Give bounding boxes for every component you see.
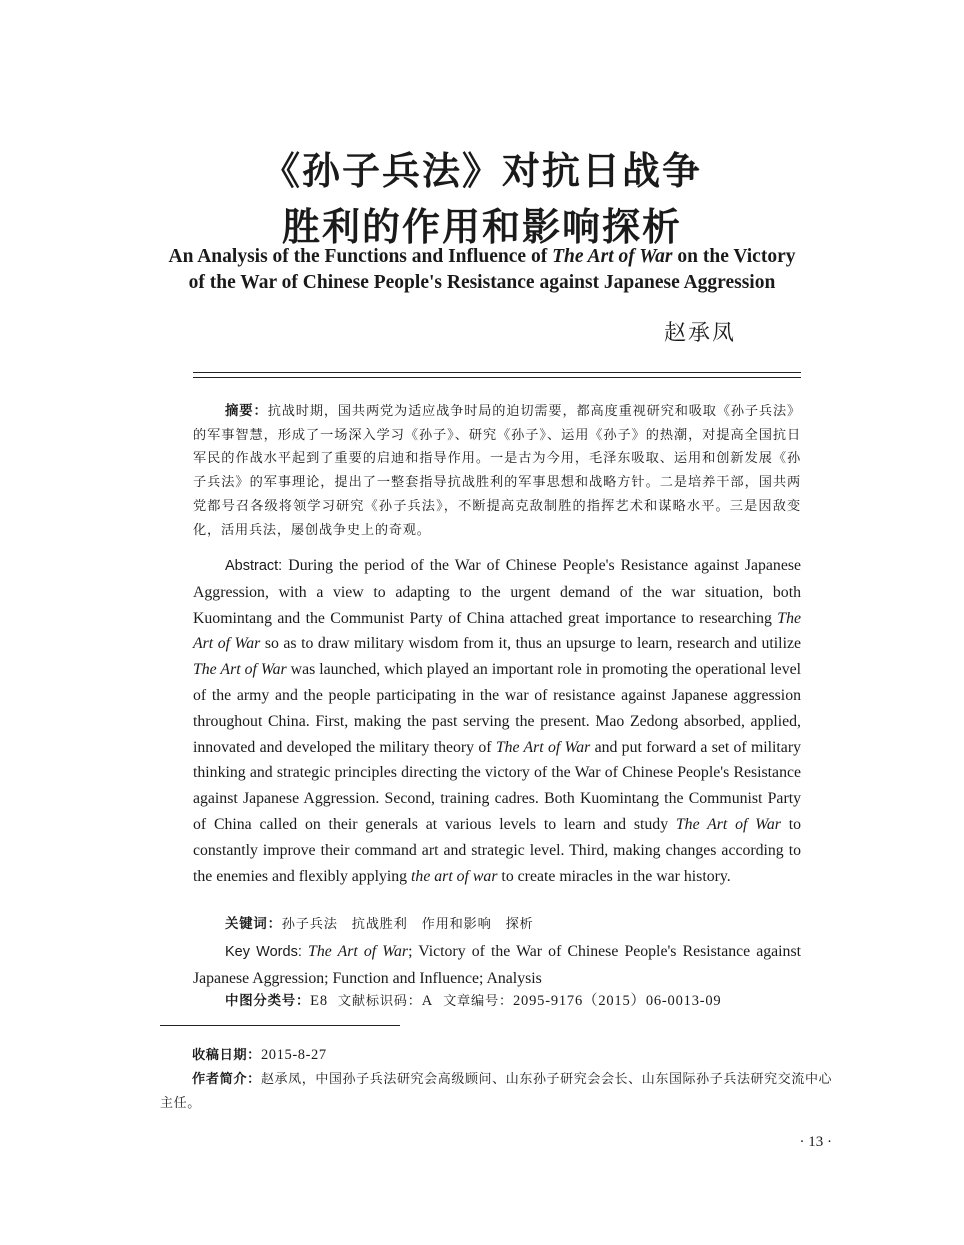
keywords-english-label: Key Words:	[225, 944, 309, 960]
abstract-english	[193, 553, 801, 889]
author-name: 赵承凤	[663, 321, 736, 346]
english-title-text: on the Victory	[672, 246, 796, 267]
header-rule-top	[193, 372, 801, 373]
author-bio-label: 作者简介：	[192, 1072, 261, 1087]
abstract-text: and put forward a set of military thinking and strategic principles directing the victory of the War of Chinese People's Resistance against Japanese Aggression. Second, training cadres. Both Kuomintang the Communist Party of China called on their generals at various levels to learn and study	[193, 738, 801, 833]
keywords-english	[193, 939, 801, 992]
english-title-text: An Analysis of the Functions and Influence of	[168, 246, 553, 267]
received-label: 收稿日期：	[192, 1048, 261, 1063]
chinese-title-line-2: 胜利的作用和影响探析	[281, 204, 682, 249]
keywords-chinese-label: 关键词：	[225, 917, 282, 932]
keywords-chinese	[193, 913, 801, 937]
abstract-italic: The Art of War	[675, 815, 781, 833]
classification-line	[193, 990, 801, 1014]
article-number-label: 文章编号：	[443, 994, 513, 1009]
author-bio-text: 赵承凤，中国孙子兵法研究会高级顾问、山东孙子研究会会长、山东国际孙子兵法研究交流中心主任。	[160, 1072, 833, 1111]
abstract-text: During the period of the War of Chinese People's Resistance against Japanese Aggression, with a view to adapting to the urgent demand of the war situation, both Kuomintang and the Communist Party of China attached great importance to researching	[193, 557, 801, 627]
chinese-title-line-1: 《孙子兵法》对抗日战争	[261, 148, 702, 193]
abstract-text: to constantly improve their command art and strategic level. Third, making changes according to the enemies and flexibly applying	[193, 815, 801, 885]
document-code-label: 文献标识码：	[337, 994, 422, 1009]
document-code-value: A	[421, 993, 434, 1009]
keywords-chinese-text: 孙子兵法 抗战胜利 作用和影响 探析	[281, 917, 534, 932]
abstract-chinese	[193, 400, 801, 542]
abstract-text: was launched, which played an important role in promoting the operational level of the army and the people participating in the war of resistance against Japanese aggression throughout China. First, making the past serving the present. Mao Zedong absorbed, applied, innovated and developed the military theory of	[193, 661, 801, 756]
english-title-italic: The Art of War	[552, 246, 673, 267]
abstract-chinese-text: 抗战时期，国共两党为适应战争时局的迫切需要，都高度重视研究和吸取《孙子兵法》的军事智慧，形成了一场深入学习《孙子》、研究《孙子》、运用《孙子》的热潮，对提高全国抗日军民的作战水平起到了重要的启迪和指导作用。一是古为今用，毛泽东吸取、运用和创新发展《孙子兵法》的军事理论，提出了一整套指导抗战胜利的军事思想和战略方针。二是培养干部，国共两党都号召各级将领学习研究《孙子兵法》，不断提高克敌制胜的指挥艺术和谋略水平。三是因敌变化，活用兵法，屡创战争史上的奇观。	[193, 404, 801, 538]
abstract-english-label: Abstract:	[225, 558, 289, 574]
clc-label: 中图分类号：	[225, 994, 311, 1009]
clc-value: E8	[310, 993, 328, 1009]
abstract-italic: the art of war	[411, 867, 498, 885]
page-number: · 13 ·	[799, 1134, 832, 1150]
abstract-text: so as to draw military wisdom from it, thus an upsurge to learn, research and utilize	[260, 635, 801, 653]
english-title-line-2: of the War of Chinese People's Resistance against Japanese Aggression	[188, 272, 776, 293]
article-number-value: 2095-9176（2015）06-0013-09	[513, 993, 722, 1009]
abstract-italic: The Art of War	[193, 661, 287, 679]
header-rule-bottom	[193, 377, 801, 378]
footnote-rule	[160, 1025, 400, 1026]
abstract-chinese-label: 摘要：	[225, 404, 268, 419]
abstract-italic: The Art of War	[193, 609, 801, 653]
keywords-english-text: ; Victory of the War of Chinese People's Resistance against Japanese Aggression; Function and Influence; Analysis	[193, 943, 801, 987]
footnote-author-bio	[160, 1068, 840, 1116]
keywords-italic: The Art of War	[308, 943, 409, 960]
english-title-line-1	[0, 244, 964, 270]
footnote-received	[160, 1043, 840, 1068]
abstract-italic: The Art of War	[495, 738, 591, 756]
received-date: 2015-8-27	[260, 1047, 327, 1063]
abstract-text: to create miracles in the war history.	[497, 867, 731, 885]
